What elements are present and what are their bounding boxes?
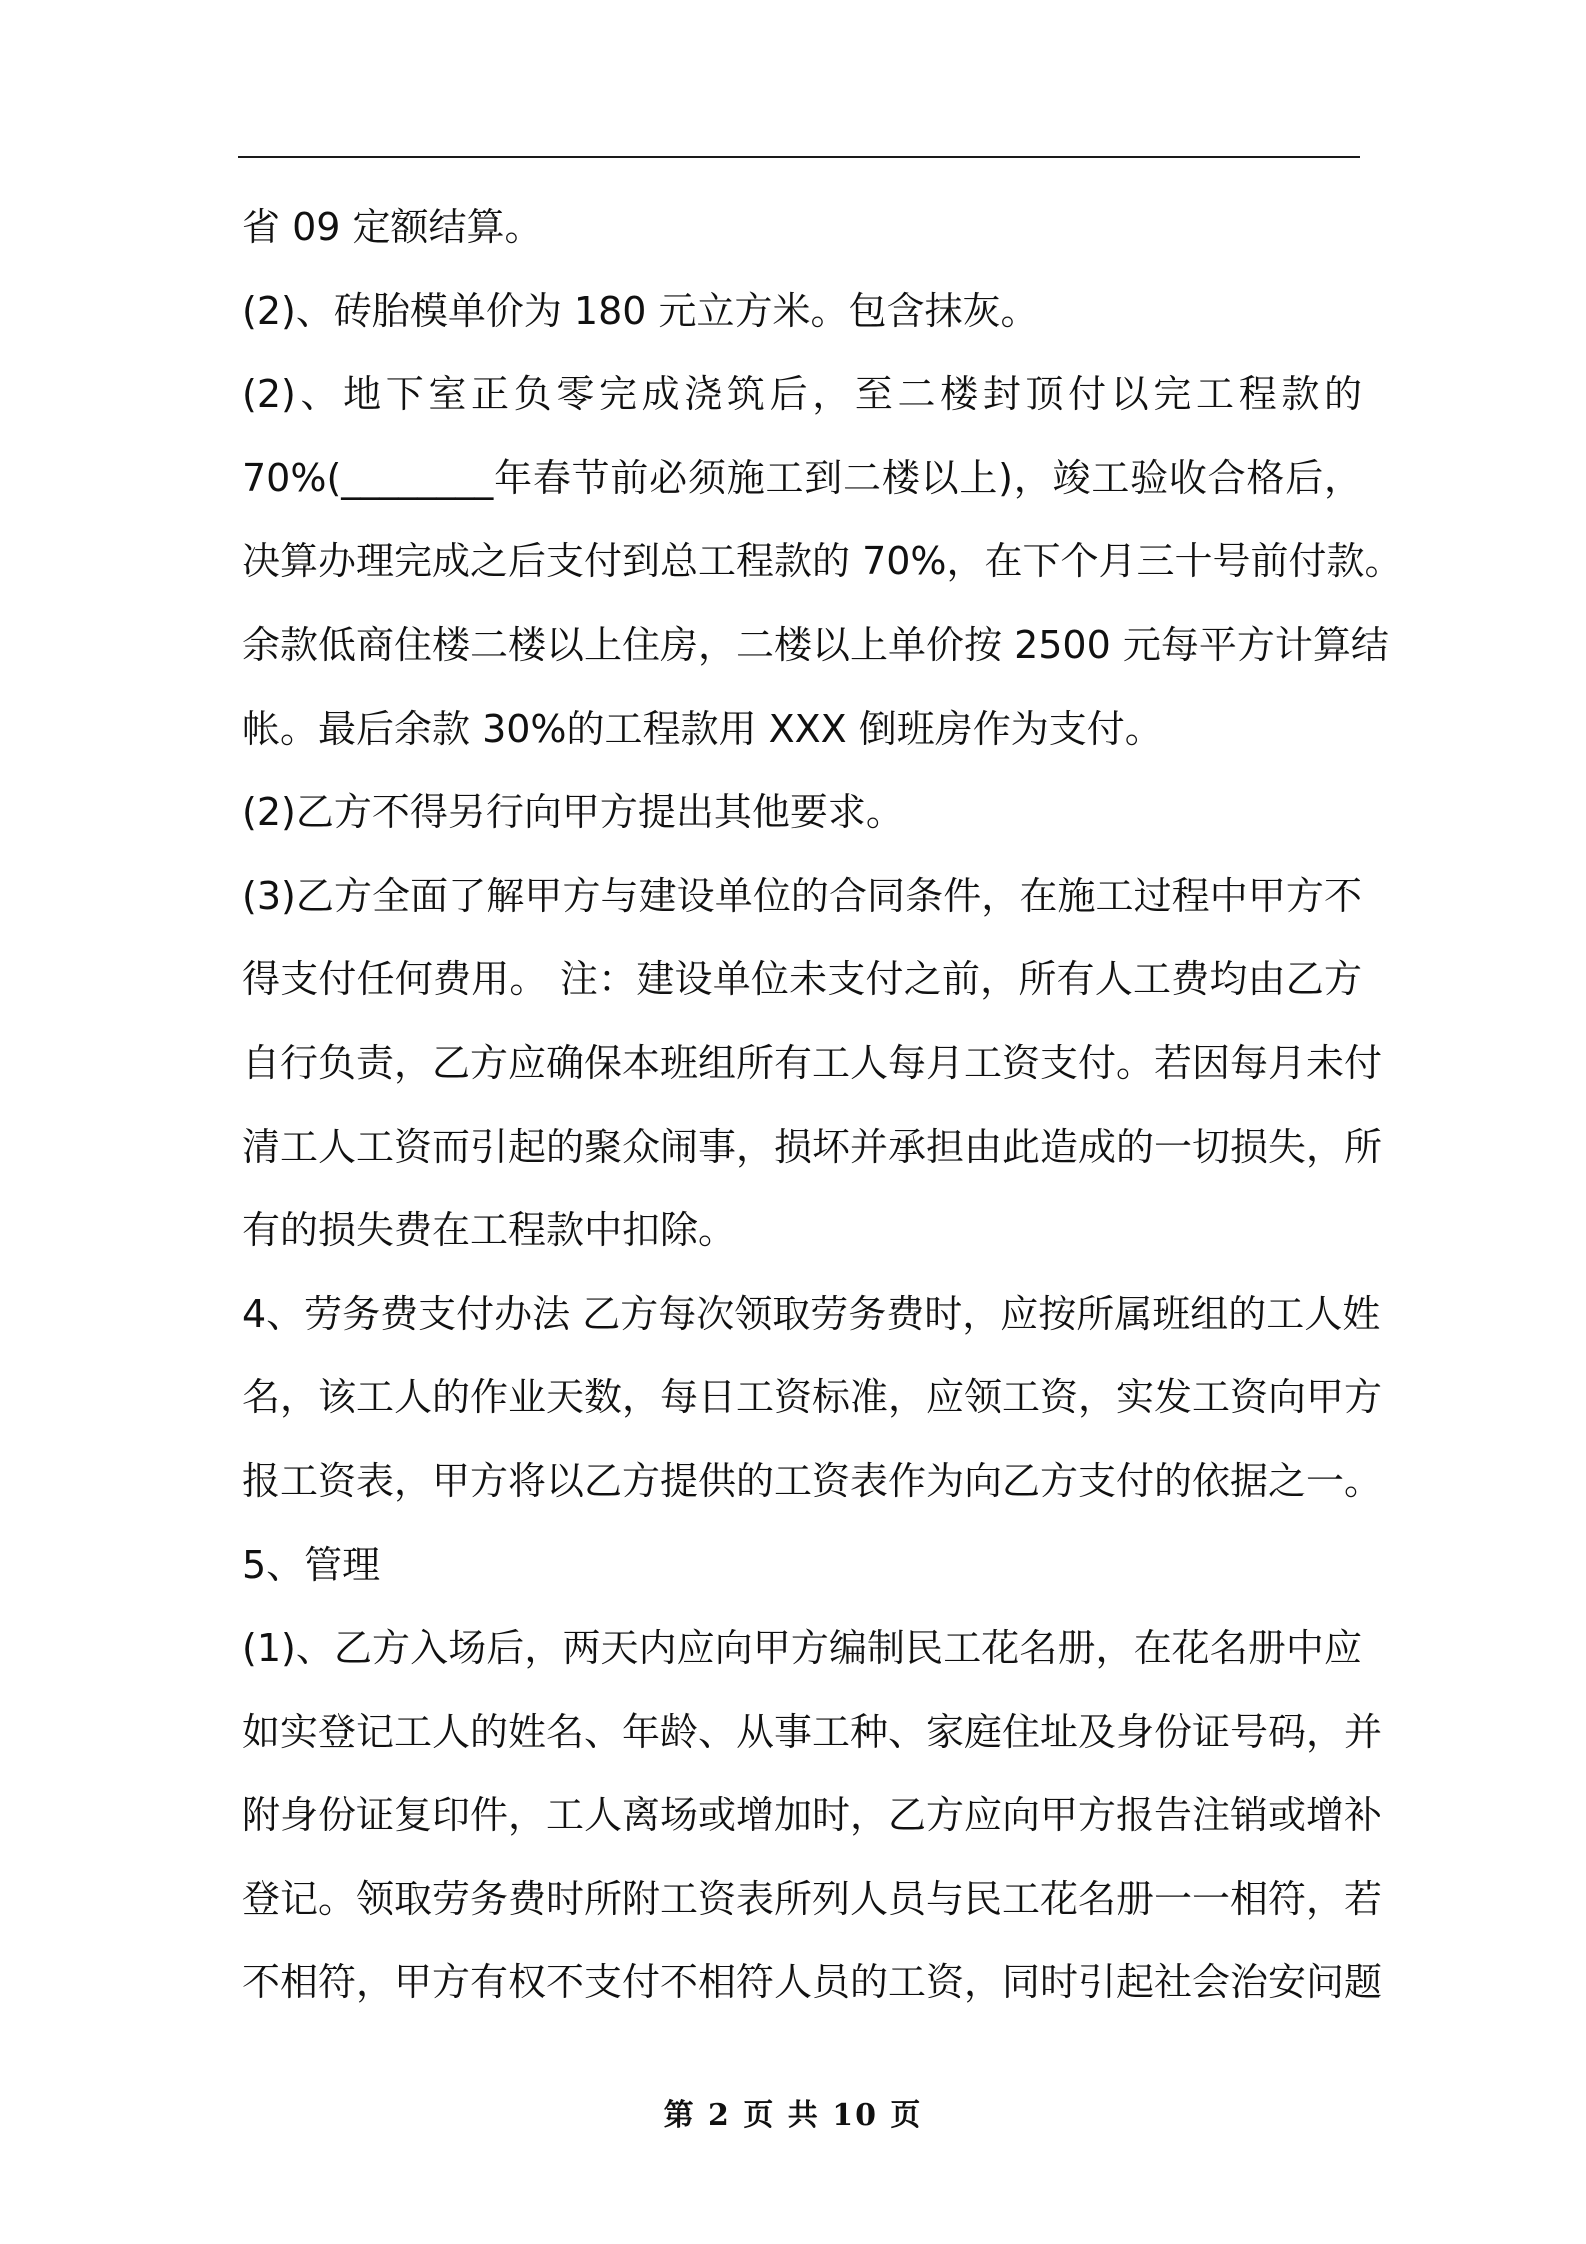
text-line: 决算办理完成之后支付到总工程款的 70%，在下个月三十号前付款。: [242, 539, 1403, 584]
document-body: [242, 200, 1403, 2039]
text-line: 自行负责，乙方应确保本班组所有工人每月工资支付。若因每月未付: [242, 1040, 1383, 1085]
text-line: (2)、砖胎模单价为 180 元立方米。包含抹灰。: [242, 288, 1039, 333]
text-line: 登记。领取劳务费时所附工资表所列人员与民工花名册一一相符，若: [242, 1876, 1383, 1921]
text-line: (1)、乙方入场后，两天内应向甲方编制民工花名册，在花名册中应: [242, 1626, 1362, 1671]
text-line: (3)乙方全面了解甲方与建设单位的合同条件，在施工过程中甲方不: [242, 873, 1362, 918]
header-rule: [238, 156, 1360, 158]
text-line: (2)、地下室正负零完成浇筑后，至二楼封顶付以完工程款的: [242, 372, 1362, 417]
text-line: 帐。最后余款 30%的工程款用 XXX 倒班房作为支付。: [242, 706, 1163, 751]
text-line: 报工资表，甲方将以乙方提供的工资表作为向乙方支付的依据之一。: [242, 1458, 1383, 1503]
text-line: 4、劳务费支付办法 乙方每次领取劳务费时，应按所属班组的工人姓: [242, 1291, 1381, 1336]
section-heading: 5、管理: [242, 1542, 381, 1587]
text-line: 清工人工资而引起的聚众闹事，损坏并承担由此造成的一切损失，所: [242, 1124, 1383, 1169]
text-line: 70%(________年春节前必须施工到二楼以上)，竣工验收合格后，: [242, 455, 1362, 500]
text-line: 名，该工人的作业天数，每日工资标准，应领工资，实发工资向甲方: [242, 1375, 1383, 1420]
text-line: (2)乙方不得另行向甲方提出其他要求。: [242, 790, 904, 835]
text-line: 省 09 定额结算。: [242, 205, 543, 249]
text-line: 得支付任何费用。 注：建设单位未支付之前，所有人工费均由乙方: [242, 957, 1362, 1002]
text-line: 附身份证复印件，工人离场或增加时，乙方应向甲方报告注销或增补: [242, 1793, 1383, 1838]
text-line: 如实登记工人的姓名、年龄、从事工种、家庭住址及身份证号码，并: [242, 1709, 1383, 1754]
text-line: 有的损失费在工程款中扣除。: [242, 1208, 737, 1253]
text-line: 余款低商住楼二楼以上住房，二楼以上单价按 2500 元每平方计算结: [242, 622, 1389, 667]
page-number: 第 2 页 共 10 页: [663, 2098, 923, 2133]
text-line: 不相符，甲方有权不支付不相符人员的工资，同时引起社会治安问题: [242, 1960, 1383, 2005]
